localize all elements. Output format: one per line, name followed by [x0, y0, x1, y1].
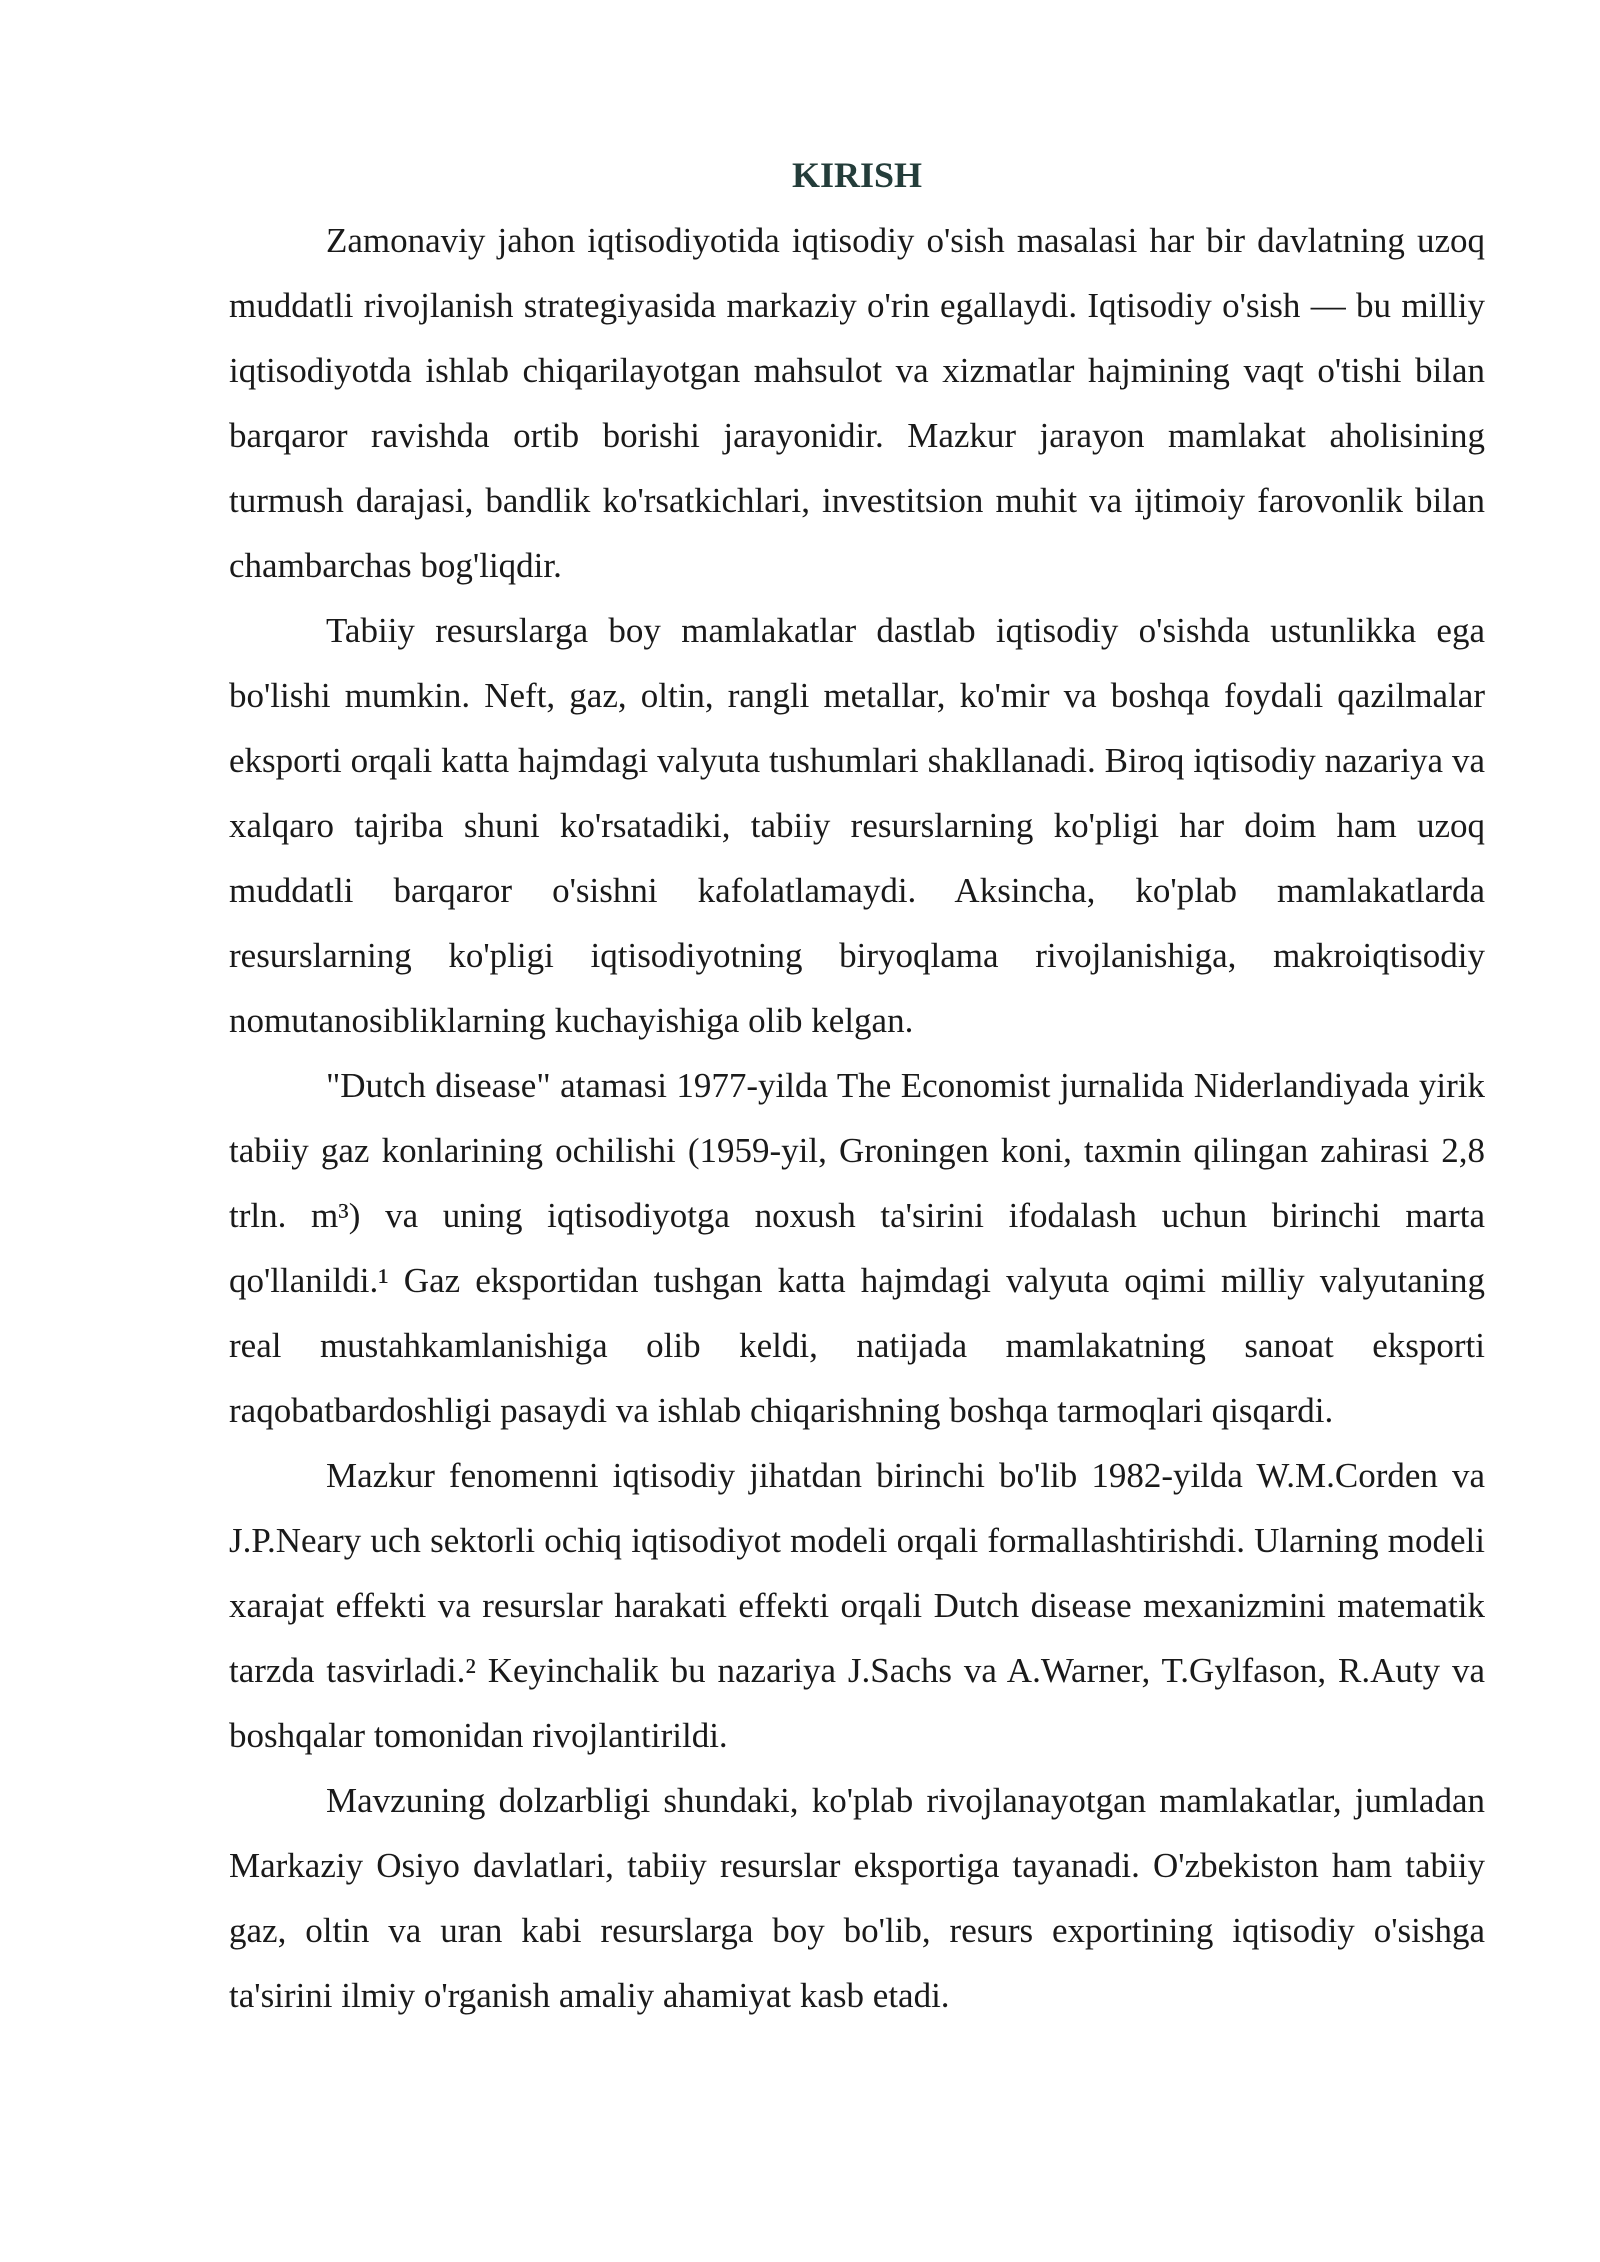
paragraph-1: Zamonaviy jahon iqtisodiyotida iqtisodiy o'sish masalasi har bir davlatning uzoq muddatli rivojlanish strategiyasida markaziy o'rin egallaydi. Iqtisodiy o'sish — bu milliy iqtisodiyotda ishlab chiqarilayotgan mahsulot va xizmatlar hajmining vaqt o'tishi bilan barqaror ravishda ortib borishi jarayonidir. Mazkur jarayon mamlakat aholisining turmush darajasi, bandlik ko'rsatkichlari, investitsion muhit va ijtimoiy farovonlik bilan chambarchas bog'liqdir. — [229, 221, 1485, 585]
paragraph-4: Mazkur fenomenni iqtisodiy jihatdan birinchi bo'lib 1982-yilda W.M.Corden va J.P.Neary uch sektorli ochiq iqtisodiyot modeli orqali formallashtirishdi. Ularning modeli xarajat effekti va resurslar harakati effekti orqali Dutch disease mexanizmini matematik tarzda tasvirladi.² Keyinchalik bu nazariya J.Sachs va A.Warner, T.Gylfason, R.Auty va boshqalar tomonidan rivojlantirildi. — [229, 1456, 1485, 1755]
paragraph-2: Tabiiy resurslarga boy mamlakatlar dastlab iqtisodiy o'sishda ustunlikka ega bo'lishi mumkin. Neft, gaz, oltin, rangli metallar, ko'mir va boshqa foydali qazilmalar eksporti orqali katta hajmdagi valyuta tushumlari shakllanadi. Biroq iqtisodiy nazariya va xalqaro tajriba shuni ko'rsatadiki, tabiiy resurslarning ko'pligi har doim ham uzoq muddatli barqaror o'sishni kafolatlamaydi. Aksincha, ko'plab mamlakatlarda resurslarning ko'pligi iqtisodiyotning biryoqlama rivojlanishiga, makroiqtisodiy nomutanosibliklarning kuchayishiga olib kelgan. — [229, 611, 1485, 1040]
paragraph-5: Mavzuning dolzarbligi shundaki, ko'plab rivojlanayotgan mamlakatlar, jumladan Markaziy Osiyo davlatlari, tabiiy resurslar eksportiga tayanadi. O'zbekiston ham tabiiy gaz, oltin va uran kabi resurslarga boy bo'lib, resurs exportining iqtisodiy o'sishga ta'sirini ilmiy o'rganish amaliy ahamiyat kasb etadi. — [229, 1781, 1485, 2015]
document-body — [229, 143, 1485, 2028]
paragraph-3: "Dutch disease" atamasi 1977-yilda The Economist jurnalida Niderlandiyada yirik tabiiy gaz konlarining ochilishi (1959-yil, Groningen koni, taxmin qilingan zahirasi 2,8 trln. m³) va uning iqtisodiyotga noxush ta'sirini ifodalash uchun birinchi marta qo'llanildi.¹ Gaz eksportidan tushgan katta hajmdagi valyuta oqimi milliy valyutaning real mustahkamlanishiga olib keldi, natijada mamlakatning sanoat eksporti raqobatbardoshligi pasaydi va ishlab chiqarishning boshqa tarmoqlari qisqardi. — [229, 1066, 1485, 1430]
page-title: KIRISH — [791, 155, 923, 195]
